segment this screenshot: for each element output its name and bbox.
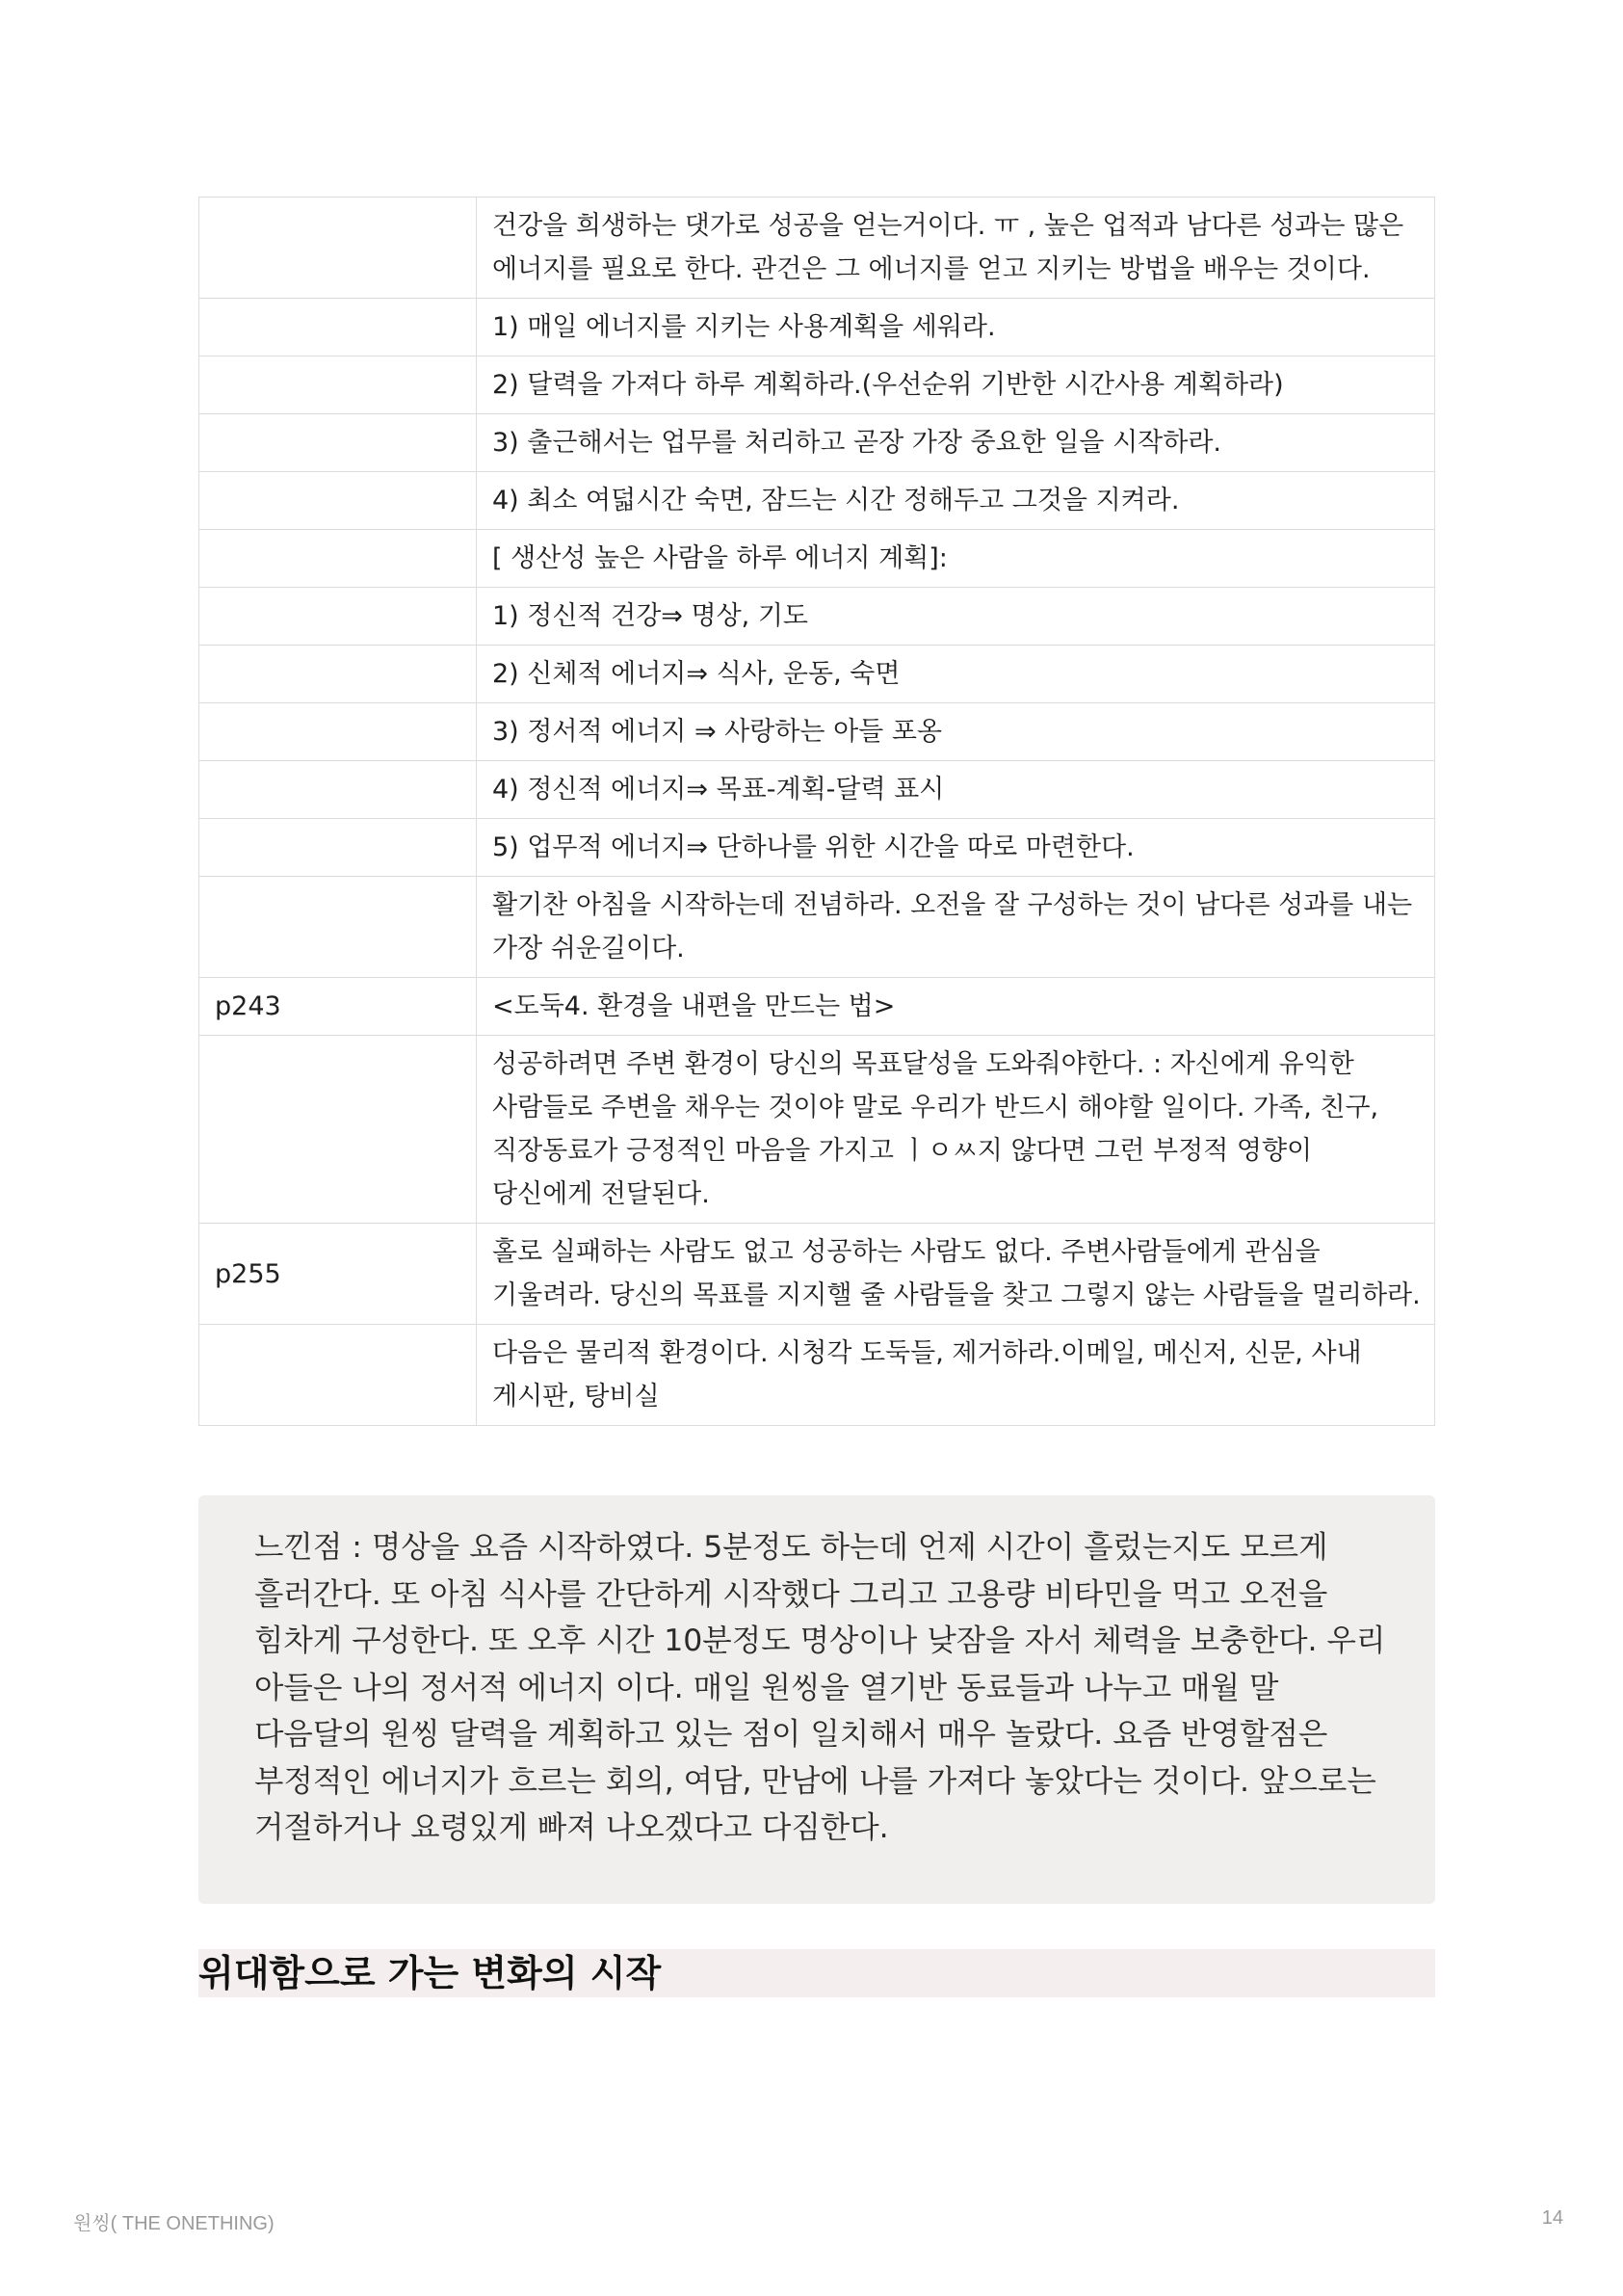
note-text-cell: 3) 출근해서는 업무를 처리하고 곧장 가장 중요한 일을 시작하라. <box>477 414 1435 472</box>
note-text-cell: 홀로 실패하는 사람도 없고 성공하는 사람도 없다. 주변사람들에게 관심을 기울려라. 당신의 목표를 지지핼 줄 사람들을 찾고 그렇지 않는 사람들을 멀리하라. <box>477 1224 1435 1325</box>
notes-table-body <box>199 198 1435 1426</box>
note-text-cell: 2) 신체적 에너지⇒ 식사, 운동, 숙면 <box>477 646 1435 703</box>
page-ref-cell: p243 <box>199 978 477 1036</box>
page-ref-cell <box>199 877 477 978</box>
table-row <box>199 356 1435 414</box>
page-ref-cell <box>199 356 477 414</box>
note-text-cell: 2) 달력을 가져다 하루 계획하라.(우선순위 기반한 시간사용 계획하라) <box>477 356 1435 414</box>
footer-book-title: 원씽( THE ONETHING) <box>73 2213 275 2234</box>
page-ref-cell <box>199 1036 477 1224</box>
page-ref-cell <box>199 198 477 299</box>
table-row <box>199 588 1435 646</box>
note-text-cell: [ 생산성 높은 사람을 하루 에너지 계획]: <box>477 530 1435 588</box>
reflection-text: 느낀점 : 명상을 요즘 시작하였다. 5분정도 하는데 언제 시간이 흘렀는지도 모르게 흘러간다. 또 아침 식사를 간단하게 시작했다 그리고 고용량 비타민을 먹고 오전을 힘차게 구성한다. 또 오후 시간 10분정도 명상이나 낮잠을 자서 체력을 보충한다. 우리 아들은 나의 정서적 에너지 이다. 매일 원씽을 열기반 동료들과 나누고 매월 말 다음달의 원씽 달력을 계획하고 있는 점이 일치해서 매우 놀랐다. 요즘 반영할점은 부정적인 에너지가 흐르는 회의, 여담, 만남에 나를 가져다 놓았다는 것이다. 앞으로는 거절하거나 요령있게 빠져 나오겠다고 다짐한다. <box>254 1530 1386 1845</box>
table-row <box>199 877 1435 978</box>
table-row <box>199 703 1435 761</box>
page-ref-cell <box>199 1325 477 1426</box>
page-ref-cell <box>199 472 477 530</box>
note-text-cell: <도둑4. 환경을 내편을 만드는 법> <box>477 978 1435 1036</box>
table-row <box>199 299 1435 356</box>
page-ref-cell <box>199 819 477 877</box>
note-text-cell: 5) 업무적 에너지⇒ 단하나를 위한 시간을 따로 마련한다. <box>477 819 1435 877</box>
page-ref-cell <box>199 761 477 819</box>
reflection-callout <box>198 1495 1435 1904</box>
table-row <box>199 761 1435 819</box>
page-ref-cell <box>199 646 477 703</box>
table-row <box>199 414 1435 472</box>
page-ref-cell <box>199 530 477 588</box>
table-row <box>199 1325 1435 1426</box>
note-text-cell: 4) 정신적 에너지⇒ 목표-계획-달력 표시 <box>477 761 1435 819</box>
page-ref-cell <box>199 703 477 761</box>
table-row <box>199 472 1435 530</box>
table-row <box>199 1224 1435 1325</box>
reading-notes-table <box>198 197 1435 1426</box>
note-text-cell: 1) 매일 에너지를 지키는 사용계획을 세워라. <box>477 299 1435 356</box>
table-row <box>199 1036 1435 1224</box>
table-row <box>199 978 1435 1036</box>
note-text-cell: 1) 정신적 건강⇒ 명상, 기도 <box>477 588 1435 646</box>
page-ref-cell: p255 <box>199 1224 477 1325</box>
page-number: 14 <box>1541 2207 1563 2229</box>
table-row <box>199 646 1435 703</box>
note-text-cell: 활기찬 아침을 시작하는데 전념하라. 오전을 잘 구성하는 것이 남다른 성과를 내는 가장 쉬운길이다. <box>477 877 1435 978</box>
note-text-cell: 4) 최소 여덟시간 숙면, 잠드는 시간 정해두고 그것을 지켜라. <box>477 472 1435 530</box>
page-ref-cell <box>199 414 477 472</box>
table-row <box>199 530 1435 588</box>
note-text-cell: 다음은 물리적 환경이다. 시청각 도둑들, 제거하라.이메일, 메신저, 신문, 사내 게시판, 탕비실 <box>477 1325 1435 1426</box>
note-text-cell: 건강을 희생하는 댓가로 성공을 얻는거이다. ㅠ , 높은 업적과 남다른 성과는 많은 에너지를 필요로 한다. 관건은 그 에너지를 얻고 지키는 방법을 배우는 것이다. <box>477 198 1435 299</box>
page-ref-cell <box>199 299 477 356</box>
note-text-cell: 3) 정서적 에너지 ⇒ 사랑하는 아들 포옹 <box>477 703 1435 761</box>
table-row <box>199 198 1435 299</box>
table-row <box>199 819 1435 877</box>
section-heading: 위대함으로 가는 변화의 시작 <box>198 1949 1435 1997</box>
page-ref-cell <box>199 588 477 646</box>
note-text-cell: 성공하려면 주변 환경이 당신의 목표달성을 도와줘야한다. : 자신에게 유익한 사람들로 주변을 채우는 것이야 말로 우리가 반드시 해야할 일이다. 가족, 친구, 직장동료가 긍정적인 마음을 가지고 ㅣㅇㅆ지 않다면 그런 부정적 영향이 당신에게 전달된다. <box>477 1036 1435 1224</box>
